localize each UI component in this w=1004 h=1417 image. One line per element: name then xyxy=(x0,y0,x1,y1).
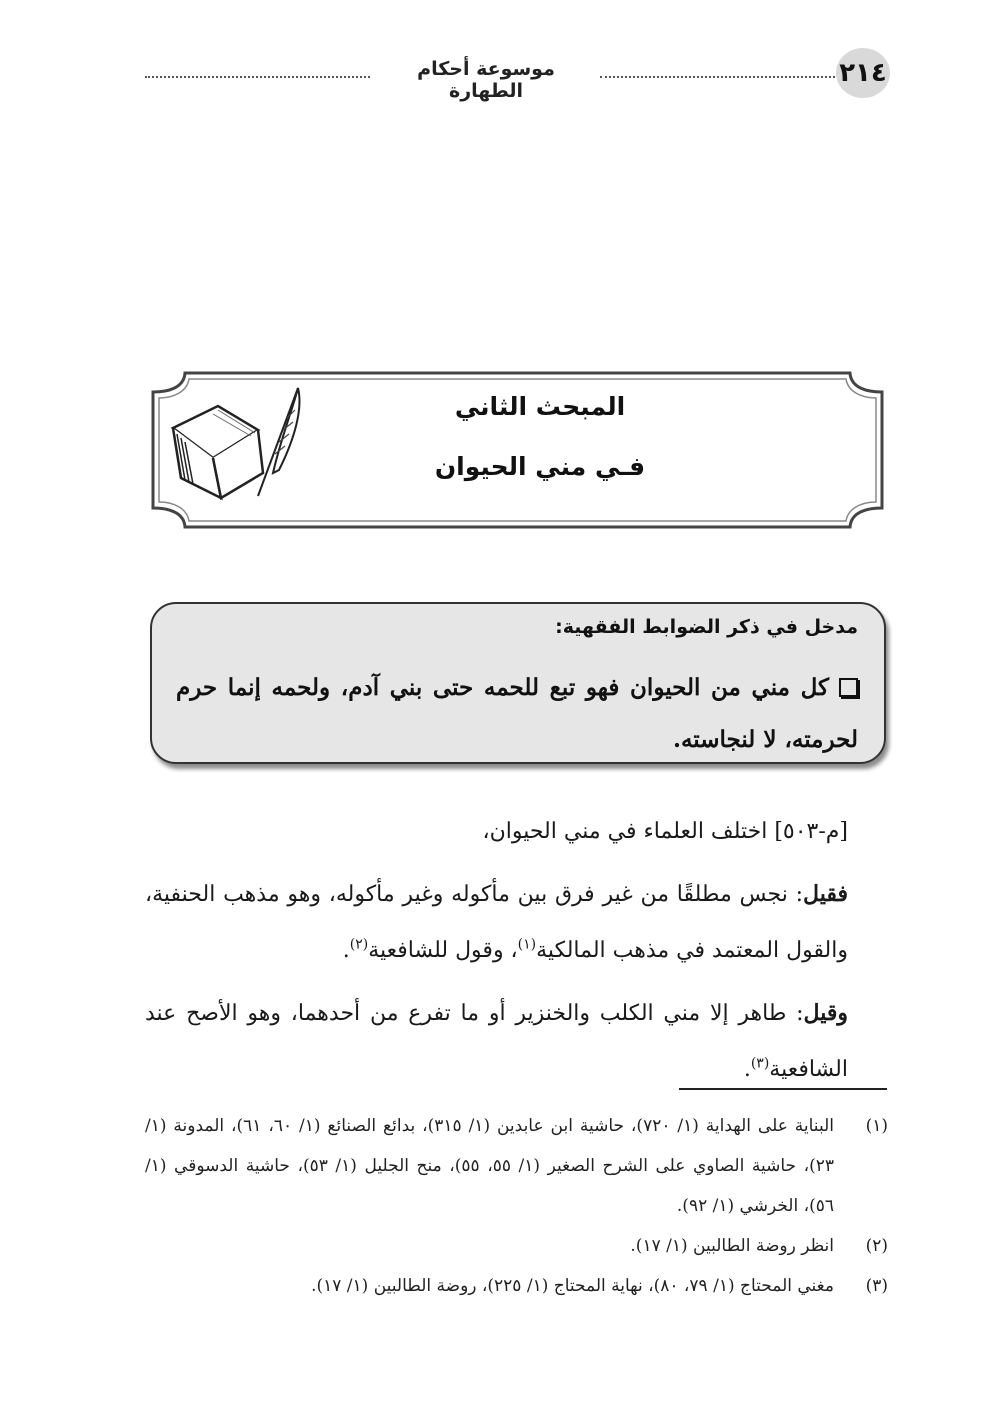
footnote-item xyxy=(145,1226,888,1266)
header-dots-left xyxy=(145,76,370,78)
opinion-text: . xyxy=(342,938,350,963)
page-header xyxy=(145,48,890,102)
footnote-text: مغني المحتاج (١/ ٧٩، ٨٠)، نهاية المحتاج (١/ ٢٢٥)، روضة الطالبين (١/ ١٧). xyxy=(311,1276,834,1296)
opinion-label: فقيل xyxy=(803,881,848,907)
footnote-text: انظر روضة الطالبين (١/ ١٧). xyxy=(630,1236,834,1256)
footnote-ref[interactable]: (١) xyxy=(517,936,537,953)
opinion-text: . xyxy=(743,1057,751,1082)
paragraph-second-opinion xyxy=(145,985,888,1098)
footnote-item xyxy=(145,1266,888,1306)
footnotes xyxy=(145,1106,888,1306)
book-title: موسوعة أحكام الطهارة xyxy=(417,58,555,102)
rule-box-label: مدخل في ذكر الضوابط الفقهية: xyxy=(555,616,858,638)
footnote-text: البناية على الهداية (١/ ٧٢٠)، حاشية ابن عابدين (١/ ٣١٥)، بدائع الصنائع (١/ ٦٠، ٦١)، المدونة (١/ ٢٣)، حاشية الصاوي على الشرح الصغير (١/ ٥٥، ٥٥)، منح الجليل (١/ ٥٣)، حاشية الدسوقي (١/ ٥٦)، الخرشي (١/ ٩٢). xyxy=(145,1116,834,1216)
chapter-heading-frame xyxy=(145,370,890,530)
footnote-ref[interactable]: (٣) xyxy=(750,1055,770,1072)
opinion-label: وقيل xyxy=(803,1000,848,1026)
footnote-number: (٢) xyxy=(865,1236,888,1256)
checkbox-icon xyxy=(839,678,858,697)
footnote-ref[interactable]: (٢) xyxy=(349,936,369,953)
page-number: ٢١٤ xyxy=(836,48,890,98)
header-dots-right xyxy=(600,76,835,78)
opinion-text: : نجس مطلقًا من غير فرق بين مأكوله وغير مأكوله، وهو مذهب الحنفية، والقول المعتمد في مذهب المالكية xyxy=(145,882,848,963)
chapter-subtitle: فـي مني الحيوان xyxy=(434,452,646,481)
rule-text xyxy=(176,662,858,766)
paragraph-intro: [م-٥٠٣] اختلف العلماء في مني الحيوان، xyxy=(482,819,848,844)
body-text xyxy=(145,804,888,1104)
opinion-text: ، وقول للشافعية xyxy=(368,938,518,963)
footnote-number: (١) xyxy=(865,1116,888,1136)
footnote-number: (٣) xyxy=(865,1276,888,1296)
rule-text-content: كل مني من الحيوان فهو تبع للحمه حتى بني آدم، ولحمه إنما حرم لحرمته، لا لنجاسته. xyxy=(176,674,858,753)
opinion-text: : طاهر إلا مني الكلب والخنزير أو ما تفرع من أحدهما، وهو الأصح عند الشافعية xyxy=(145,1001,848,1082)
fiqh-rule-box xyxy=(150,602,886,764)
footnote-divider xyxy=(679,1088,887,1090)
book-quill-icon xyxy=(163,378,313,508)
paragraph-first-opinion xyxy=(145,866,888,979)
chapter-title: المبحث الثاني xyxy=(454,392,626,421)
footnote-item xyxy=(145,1106,888,1226)
